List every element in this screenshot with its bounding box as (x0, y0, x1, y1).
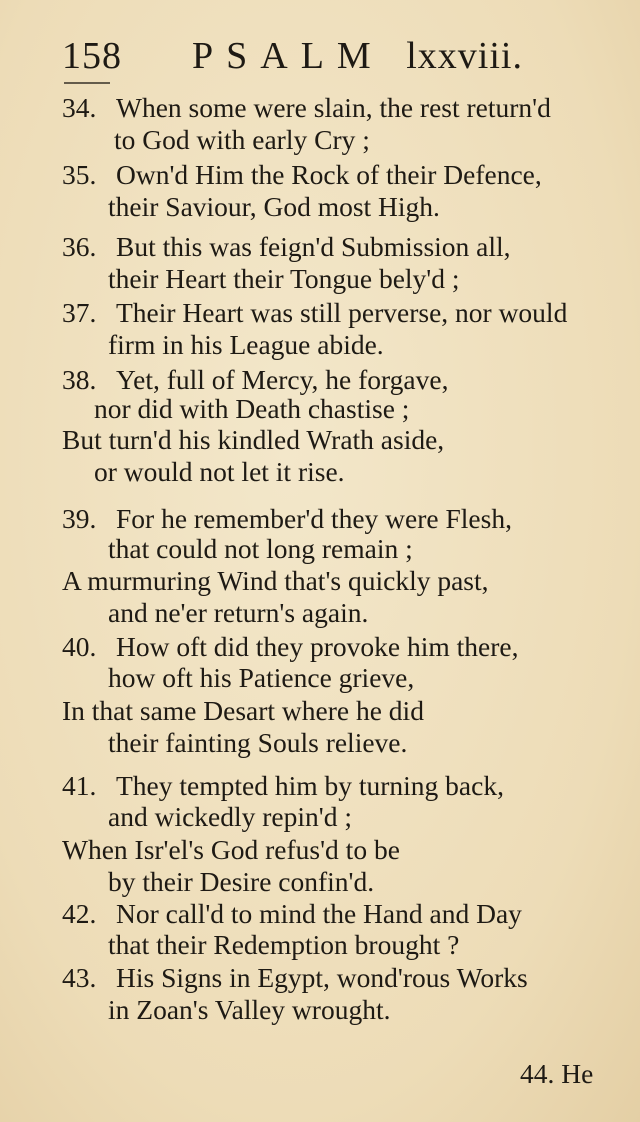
verse-number: 43. (62, 962, 97, 993)
verse-38-line-1: 38. Yet, full of Mercy, he forgave, (62, 364, 449, 395)
verse-35-line-1: 35. Own'd Him the Rock of their Defence, (62, 159, 542, 190)
verse-42-line-2: that their Redemption brought ? (108, 929, 460, 960)
verse-36-line-2: their Heart their Tongue bely'd ; (108, 263, 460, 294)
verse-40-line-4: their fainting Souls relieve. (108, 727, 408, 758)
verse-39-line-3: A murmuring Wind that's quickly past, (62, 565, 489, 596)
verse-number: 39. (62, 503, 97, 534)
verse-number: 36. (62, 231, 97, 262)
verse-39-line-2: that could not long remain ; (108, 533, 413, 564)
verse-43-line-1: 43. His Signs in Egypt, wond'rous Works (62, 962, 528, 993)
verse-41-line-1: 41. They tempted him by turning back, (62, 770, 504, 801)
verse-number: 40. (62, 631, 97, 662)
verse-41-line-4: by their Desire confin'd. (108, 866, 375, 897)
verse-36-line-1: 36. But this was feign'd Submission all, (62, 231, 511, 262)
verse-43-line-2: in Zoan's Valley wrought. (108, 994, 391, 1025)
psalm-number: lxxviii. (406, 35, 523, 77)
verse-number: 35. (62, 159, 97, 190)
verse-40-line-3: In that same Desart where he did (62, 695, 424, 726)
verse-number: 37. (62, 297, 97, 328)
running-head-title: PSALM (192, 35, 384, 77)
verse-41-line-3: When Isr'el's God refus'd to be (62, 834, 400, 865)
verse-35-line-2: their Saviour, God most High. (108, 191, 440, 222)
verse-37-line-1: 37. Their Heart was still perverse, nor would (62, 297, 568, 328)
verse-38-line-3: But turn'd his kindled Wrath aside, (62, 424, 445, 455)
verse-39-line-4: and ne'er return's again. (108, 597, 369, 628)
verse-38-line-2: nor did with Death chastise ; (94, 393, 410, 424)
verse-39-line-1: 39. For he remember'd they were Flesh, (62, 503, 512, 534)
verse-38-line-4: or would not let it rise. (94, 456, 345, 487)
verse-number: 34. (62, 92, 97, 123)
verse-number: 38. (62, 364, 97, 395)
verse-number: 42. (62, 898, 97, 929)
catchword: 44. He (520, 1058, 594, 1089)
page-number: 158 (62, 35, 122, 77)
verse-34-line-1: 34. When some were slain, the rest return'd (62, 92, 551, 123)
verse-41-line-2: and wickedly repin'd ; (108, 801, 352, 832)
verse-37-line-2: firm in his League abide. (108, 329, 384, 360)
verse-number: 41. (62, 770, 97, 801)
verse-40-line-1: 40. How oft did they provoke him there, (62, 631, 519, 662)
verse-34-line-2: to God with early Cry ; (114, 124, 370, 155)
verse-40-line-2: how oft his Patience grieve, (108, 662, 415, 693)
verse-42-line-1: 42. Nor call'd to mind the Hand and Day (62, 898, 522, 929)
